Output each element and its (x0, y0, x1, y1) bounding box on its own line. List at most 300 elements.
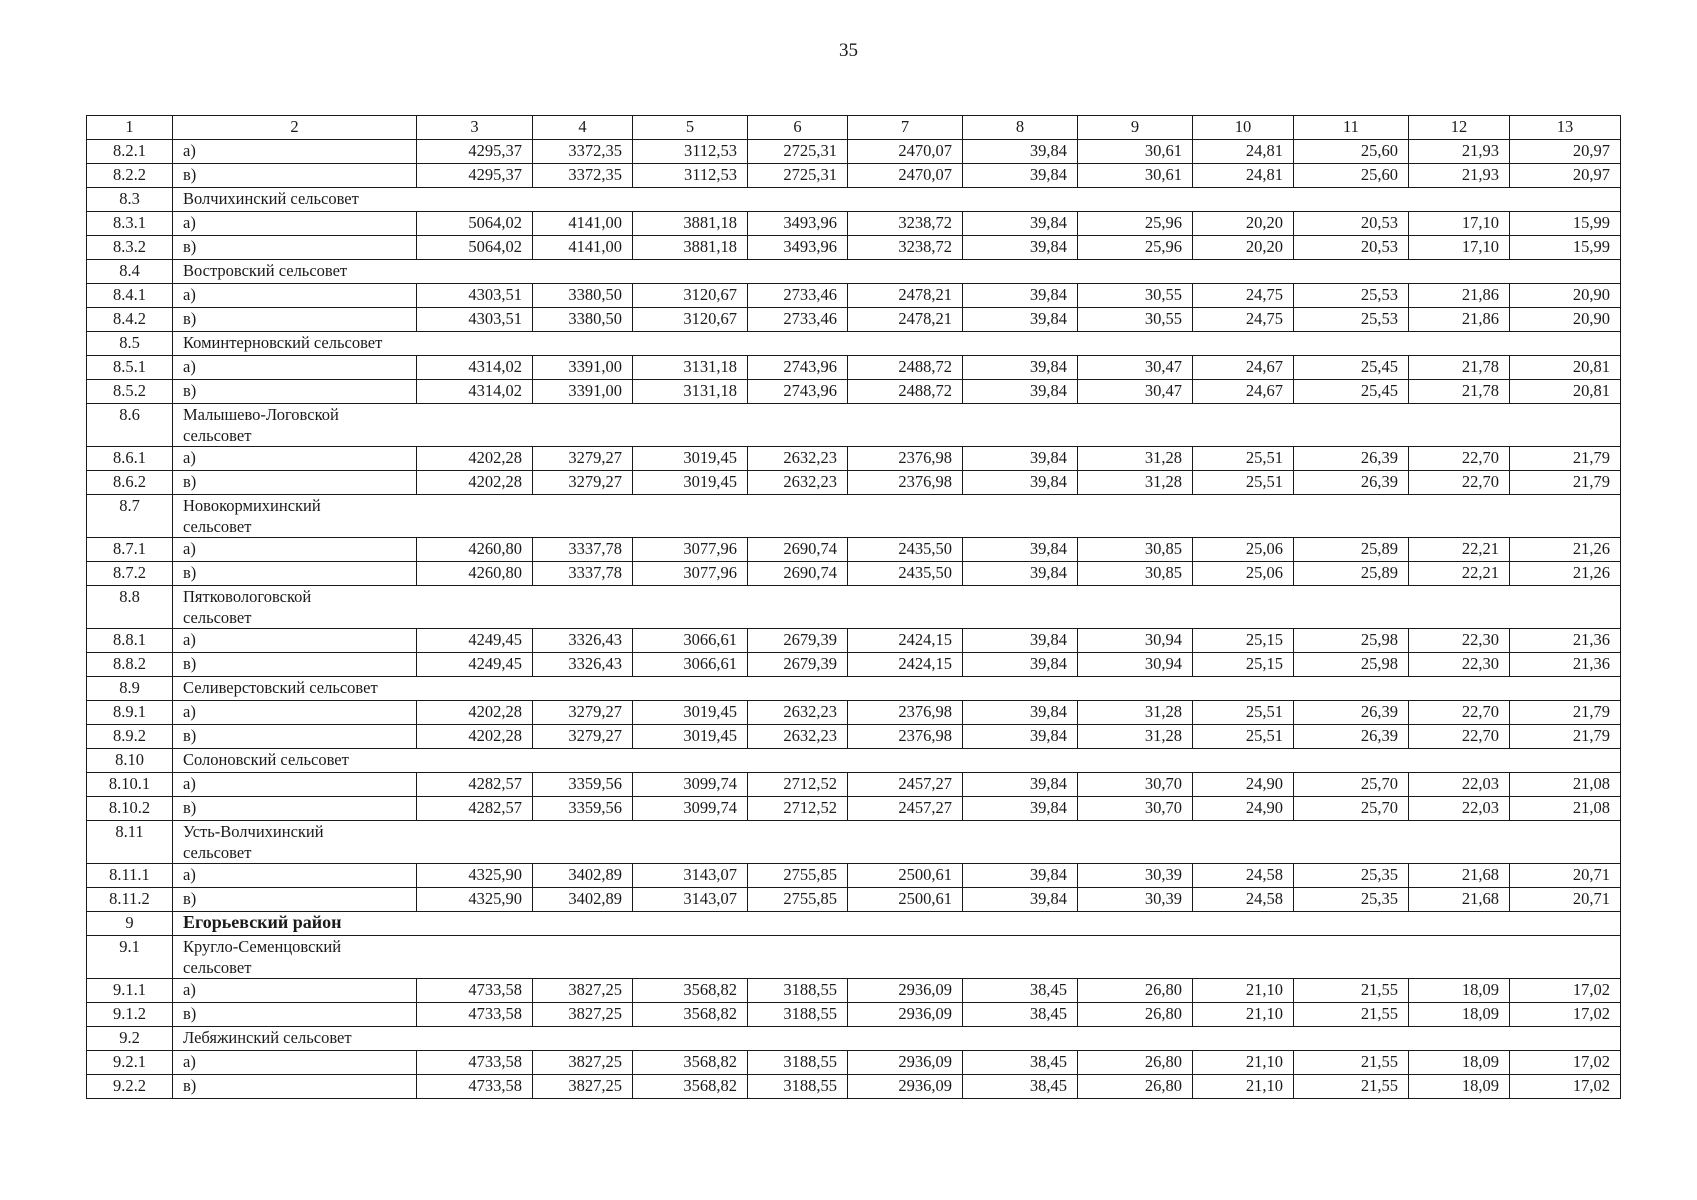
value-cell: 2690,74 (748, 562, 848, 586)
value-cell: 21,68 (1409, 864, 1510, 888)
section-title (173, 260, 1621, 284)
value-cell: 30,94 (1078, 629, 1193, 653)
value-cell: 39,84 (963, 888, 1078, 912)
row-label: а) (173, 284, 417, 308)
value-cell: 21,10 (1193, 1075, 1294, 1099)
value-cell: 3188,55 (748, 1003, 848, 1027)
value-cell: 5064,02 (417, 236, 533, 260)
value-cell: 22,03 (1409, 773, 1510, 797)
value-cell: 3238,72 (848, 212, 963, 236)
row-label: а) (173, 447, 417, 471)
row-label: в) (173, 797, 417, 821)
value-cell: 39,84 (963, 284, 1078, 308)
value-cell: 3326,43 (533, 629, 633, 653)
table-row (87, 538, 1621, 562)
value-cell: 21,78 (1409, 380, 1510, 404)
value-cell: 24,58 (1193, 864, 1294, 888)
value-cell: 25,53 (1294, 308, 1409, 332)
table-row (87, 1003, 1621, 1027)
value-cell: 25,06 (1193, 562, 1294, 586)
tariff-table (86, 115, 1621, 1099)
value-cell: 3827,25 (533, 1051, 633, 1075)
value-cell: 2743,96 (748, 356, 848, 380)
value-cell: 3881,18 (633, 236, 748, 260)
value-cell: 3066,61 (633, 629, 748, 653)
section-row (87, 677, 1621, 701)
value-cell: 4295,37 (417, 164, 533, 188)
value-cell: 2936,09 (848, 1003, 963, 1027)
value-cell: 2755,85 (748, 864, 848, 888)
value-cell: 22,21 (1409, 538, 1510, 562)
row-label: в) (173, 888, 417, 912)
value-cell: 20,90 (1510, 308, 1621, 332)
row-code: 8.10.1 (87, 773, 173, 797)
section-row (87, 332, 1621, 356)
header-cell: 3 (417, 116, 533, 140)
section-code: 8.6 (87, 404, 173, 447)
value-cell: 3881,18 (633, 212, 748, 236)
value-cell: 2733,46 (748, 284, 848, 308)
row-label: в) (173, 236, 417, 260)
value-cell: 22,03 (1409, 797, 1510, 821)
row-label: а) (173, 538, 417, 562)
header-cell: 9 (1078, 116, 1193, 140)
value-cell: 25,60 (1294, 140, 1409, 164)
value-cell: 2733,46 (748, 308, 848, 332)
section-title-text: Кругло-Семенцовский сельсовет (183, 937, 342, 977)
row-code: 9.1.1 (87, 979, 173, 1003)
value-cell: 4303,51 (417, 284, 533, 308)
section-row (87, 260, 1621, 284)
value-cell: 3112,53 (633, 140, 748, 164)
section-title-text: Востровский сельсовет (183, 261, 348, 280)
value-cell: 3143,07 (633, 888, 748, 912)
value-cell: 22,21 (1409, 562, 1510, 586)
section-code: 9.2 (87, 1027, 173, 1051)
value-cell: 3568,82 (633, 979, 748, 1003)
section-title (173, 495, 1621, 538)
value-cell: 21,79 (1510, 471, 1621, 495)
value-cell: 39,84 (963, 236, 1078, 260)
value-cell: 21,79 (1510, 725, 1621, 749)
row-code: 8.6.1 (87, 447, 173, 471)
value-cell: 30,55 (1078, 284, 1193, 308)
value-cell: 21,68 (1409, 888, 1510, 912)
value-cell: 24,90 (1193, 797, 1294, 821)
value-cell: 2725,31 (748, 140, 848, 164)
value-cell: 3402,89 (533, 888, 633, 912)
value-cell: 3827,25 (533, 1003, 633, 1027)
value-cell: 2470,07 (848, 164, 963, 188)
value-cell: 2712,52 (748, 773, 848, 797)
value-cell: 25,60 (1294, 164, 1409, 188)
section-title (173, 1027, 1621, 1051)
section-title-text: Усть-Волчихинский сельсовет (183, 822, 324, 862)
section-title-text: Волчихинский сельсовет (183, 189, 359, 208)
row-code: 9.1.2 (87, 1003, 173, 1027)
value-cell: 22,30 (1409, 653, 1510, 677)
value-cell: 24,81 (1193, 140, 1294, 164)
value-cell: 4325,90 (417, 888, 533, 912)
value-cell: 3077,96 (633, 538, 748, 562)
value-cell: 21,10 (1193, 1003, 1294, 1027)
value-cell: 20,81 (1510, 380, 1621, 404)
value-cell: 25,06 (1193, 538, 1294, 562)
value-cell: 4202,28 (417, 725, 533, 749)
value-cell: 20,71 (1510, 864, 1621, 888)
table-row (87, 236, 1621, 260)
value-cell: 39,84 (963, 562, 1078, 586)
section-row (87, 586, 1621, 629)
value-cell: 4202,28 (417, 471, 533, 495)
row-code: 8.6.2 (87, 471, 173, 495)
value-cell: 26,80 (1078, 1003, 1193, 1027)
value-cell: 38,45 (963, 1051, 1078, 1075)
table-row (87, 380, 1621, 404)
value-cell: 3143,07 (633, 864, 748, 888)
value-cell: 38,45 (963, 1003, 1078, 1027)
value-cell: 26,39 (1294, 471, 1409, 495)
value-cell: 21,55 (1294, 1075, 1409, 1099)
section-row (87, 188, 1621, 212)
row-label: в) (173, 308, 417, 332)
value-cell: 21,36 (1510, 629, 1621, 653)
value-cell: 2632,23 (748, 725, 848, 749)
value-cell: 24,75 (1193, 308, 1294, 332)
value-cell: 3568,82 (633, 1075, 748, 1099)
section-code: 8.9 (87, 677, 173, 701)
value-cell: 21,79 (1510, 447, 1621, 471)
value-cell: 25,98 (1294, 629, 1409, 653)
value-cell: 21,55 (1294, 979, 1409, 1003)
section-title (173, 332, 1621, 356)
row-label: в) (173, 1075, 417, 1099)
row-code: 8.7.2 (87, 562, 173, 586)
value-cell: 21,79 (1510, 701, 1621, 725)
value-cell: 20,20 (1193, 212, 1294, 236)
table-row (87, 308, 1621, 332)
header-cell: 4 (533, 116, 633, 140)
value-cell: 2435,50 (848, 562, 963, 586)
section-code: 8.3 (87, 188, 173, 212)
value-cell: 39,84 (963, 471, 1078, 495)
table-row (87, 653, 1621, 677)
value-cell: 25,51 (1193, 471, 1294, 495)
value-cell: 22,70 (1409, 471, 1510, 495)
value-cell: 3337,78 (533, 538, 633, 562)
value-cell: 30,39 (1078, 864, 1193, 888)
value-cell: 2712,52 (748, 797, 848, 821)
value-cell: 2755,85 (748, 888, 848, 912)
value-cell: 2632,23 (748, 447, 848, 471)
value-cell: 20,71 (1510, 888, 1621, 912)
section-title-text: Новокормихинский сельсовет (183, 496, 321, 536)
value-cell: 39,84 (963, 380, 1078, 404)
value-cell: 3188,55 (748, 979, 848, 1003)
value-cell: 4282,57 (417, 797, 533, 821)
row-label: в) (173, 562, 417, 586)
row-code: 8.11.1 (87, 864, 173, 888)
value-cell: 25,96 (1078, 212, 1193, 236)
row-code: 8.3.1 (87, 212, 173, 236)
value-cell: 2478,21 (848, 308, 963, 332)
value-cell: 22,70 (1409, 725, 1510, 749)
value-cell: 2679,39 (748, 653, 848, 677)
value-cell: 21,55 (1294, 1051, 1409, 1075)
value-cell: 21,26 (1510, 562, 1621, 586)
value-cell: 24,81 (1193, 164, 1294, 188)
value-cell: 26,80 (1078, 1075, 1193, 1099)
section-code: 8.10 (87, 749, 173, 773)
value-cell: 4260,80 (417, 538, 533, 562)
table-row (87, 629, 1621, 653)
value-cell: 2936,09 (848, 1075, 963, 1099)
section-row (87, 821, 1621, 864)
value-cell: 20,20 (1193, 236, 1294, 260)
section-title-text: Коминтерновский сельсовет (183, 333, 383, 352)
row-code: 9.2.1 (87, 1051, 173, 1075)
value-cell: 30,70 (1078, 773, 1193, 797)
value-cell: 3066,61 (633, 653, 748, 677)
value-cell: 4202,28 (417, 447, 533, 471)
row-label: а) (173, 629, 417, 653)
value-cell: 25,35 (1294, 864, 1409, 888)
row-code: 8.4.1 (87, 284, 173, 308)
value-cell: 30,94 (1078, 653, 1193, 677)
value-cell: 3827,25 (533, 1075, 633, 1099)
value-cell: 3120,67 (633, 308, 748, 332)
row-label: а) (173, 212, 417, 236)
table-row (87, 140, 1621, 164)
value-cell: 4141,00 (533, 236, 633, 260)
value-cell: 3279,27 (533, 725, 633, 749)
value-cell: 3372,35 (533, 140, 633, 164)
value-cell: 2376,98 (848, 725, 963, 749)
value-cell: 2488,72 (848, 356, 963, 380)
value-cell: 3131,18 (633, 356, 748, 380)
value-cell: 4733,58 (417, 979, 533, 1003)
value-cell: 4733,58 (417, 1003, 533, 1027)
row-code: 8.3.2 (87, 236, 173, 260)
value-cell: 3380,50 (533, 284, 633, 308)
section-title (173, 586, 1621, 629)
value-cell: 3279,27 (533, 447, 633, 471)
value-cell: 25,51 (1193, 725, 1294, 749)
value-cell: 24,67 (1193, 380, 1294, 404)
value-cell: 4325,90 (417, 864, 533, 888)
value-cell: 30,39 (1078, 888, 1193, 912)
value-cell: 39,84 (963, 797, 1078, 821)
value-cell: 25,98 (1294, 653, 1409, 677)
value-cell: 21,36 (1510, 653, 1621, 677)
value-cell: 20,97 (1510, 164, 1621, 188)
row-label: а) (173, 701, 417, 725)
value-cell: 22,70 (1409, 701, 1510, 725)
value-cell: 20,81 (1510, 356, 1621, 380)
value-cell: 3099,74 (633, 797, 748, 821)
value-cell: 18,09 (1409, 1075, 1510, 1099)
section-title-text: Солоновский сельсовет (183, 750, 349, 769)
value-cell: 21,10 (1193, 1051, 1294, 1075)
value-cell: 3019,45 (633, 471, 748, 495)
section-title-text: Малышево-Логовской сельсовет (183, 405, 339, 445)
value-cell: 3827,25 (533, 979, 633, 1003)
value-cell: 21,10 (1193, 979, 1294, 1003)
value-cell: 2500,61 (848, 888, 963, 912)
value-cell: 4141,00 (533, 212, 633, 236)
value-cell: 25,45 (1294, 356, 1409, 380)
row-code: 8.9.2 (87, 725, 173, 749)
section-row (87, 404, 1621, 447)
section-code: 8.5 (87, 332, 173, 356)
value-cell: 21,55 (1294, 1003, 1409, 1027)
header-cell: 10 (1193, 116, 1294, 140)
value-cell: 3077,96 (633, 562, 748, 586)
value-cell: 20,53 (1294, 236, 1409, 260)
value-cell: 30,70 (1078, 797, 1193, 821)
value-cell: 3279,27 (533, 471, 633, 495)
value-cell: 2679,39 (748, 629, 848, 653)
value-cell: 15,99 (1510, 236, 1621, 260)
value-cell: 2725,31 (748, 164, 848, 188)
section-title (173, 404, 1621, 447)
value-cell: 24,58 (1193, 888, 1294, 912)
section-code: 9.1 (87, 936, 173, 979)
section-code: 8.7 (87, 495, 173, 538)
value-cell: 20,97 (1510, 140, 1621, 164)
value-cell: 3238,72 (848, 236, 963, 260)
section-row (87, 936, 1621, 979)
value-cell: 39,84 (963, 356, 1078, 380)
section-title-text: Пятковологовской сельсовет (183, 587, 312, 627)
section-title (173, 821, 1621, 864)
value-cell: 18,09 (1409, 979, 1510, 1003)
value-cell: 21,78 (1409, 356, 1510, 380)
value-cell: 4314,02 (417, 356, 533, 380)
value-cell: 25,51 (1193, 701, 1294, 725)
value-cell: 3493,96 (748, 236, 848, 260)
table-row (87, 1051, 1621, 1075)
row-label: в) (173, 164, 417, 188)
value-cell: 30,85 (1078, 538, 1193, 562)
value-cell: 2457,27 (848, 797, 963, 821)
value-cell: 17,02 (1510, 1075, 1621, 1099)
table-row (87, 797, 1621, 821)
table-row (87, 979, 1621, 1003)
row-label: а) (173, 140, 417, 164)
section-code: 8.4 (87, 260, 173, 284)
value-cell: 2457,27 (848, 773, 963, 797)
value-cell: 39,84 (963, 212, 1078, 236)
section-title-text: Лебяжинский сельсовет (183, 1028, 352, 1047)
value-cell: 3131,18 (633, 380, 748, 404)
value-cell: 25,35 (1294, 888, 1409, 912)
header-cell: 11 (1294, 116, 1409, 140)
value-cell: 18,09 (1409, 1051, 1510, 1075)
value-cell: 4282,57 (417, 773, 533, 797)
value-cell: 15,99 (1510, 212, 1621, 236)
section-row (87, 749, 1621, 773)
value-cell: 26,39 (1294, 701, 1409, 725)
value-cell: 17,02 (1510, 979, 1621, 1003)
row-code: 8.2.1 (87, 140, 173, 164)
value-cell: 2632,23 (748, 701, 848, 725)
table-row (87, 773, 1621, 797)
value-cell: 21,08 (1510, 797, 1621, 821)
section-title (173, 936, 1621, 979)
table-row (87, 701, 1621, 725)
value-cell: 25,53 (1294, 284, 1409, 308)
value-cell: 3402,89 (533, 864, 633, 888)
section-title (173, 749, 1621, 773)
value-cell: 3568,82 (633, 1051, 748, 1075)
row-code: 8.2.2 (87, 164, 173, 188)
value-cell: 3359,56 (533, 773, 633, 797)
value-cell: 18,09 (1409, 1003, 1510, 1027)
value-cell: 31,28 (1078, 725, 1193, 749)
value-cell: 30,55 (1078, 308, 1193, 332)
value-cell: 2632,23 (748, 471, 848, 495)
value-cell: 3019,45 (633, 447, 748, 471)
value-cell: 24,67 (1193, 356, 1294, 380)
value-cell: 22,70 (1409, 447, 1510, 471)
value-cell: 30,47 (1078, 380, 1193, 404)
value-cell: 25,45 (1294, 380, 1409, 404)
table-row (87, 471, 1621, 495)
value-cell: 2936,09 (848, 1051, 963, 1075)
value-cell: 2500,61 (848, 864, 963, 888)
row-code: 8.8.1 (87, 629, 173, 653)
row-label: в) (173, 725, 417, 749)
value-cell: 4733,58 (417, 1075, 533, 1099)
section-row (87, 912, 1621, 936)
row-label: а) (173, 979, 417, 1003)
value-cell: 2376,98 (848, 447, 963, 471)
page-number: 35 (839, 40, 858, 61)
row-label: а) (173, 1051, 417, 1075)
header-cell: 8 (963, 116, 1078, 140)
value-cell: 39,84 (963, 725, 1078, 749)
row-code: 8.4.2 (87, 308, 173, 332)
value-cell: 2743,96 (748, 380, 848, 404)
header-cell: 12 (1409, 116, 1510, 140)
value-cell: 4202,28 (417, 701, 533, 725)
table-row (87, 1075, 1621, 1099)
value-cell: 21,93 (1409, 164, 1510, 188)
value-cell: 38,45 (963, 979, 1078, 1003)
value-cell: 3120,67 (633, 284, 748, 308)
header-cell: 13 (1510, 116, 1621, 140)
value-cell: 26,80 (1078, 979, 1193, 1003)
table-row (87, 562, 1621, 586)
row-code: 8.11.2 (87, 888, 173, 912)
section-title (173, 912, 1621, 936)
value-cell: 4260,80 (417, 562, 533, 586)
value-cell: 25,89 (1294, 538, 1409, 562)
value-cell: 3099,74 (633, 773, 748, 797)
value-cell: 25,15 (1193, 629, 1294, 653)
value-cell: 2376,98 (848, 701, 963, 725)
value-cell: 26,39 (1294, 447, 1409, 471)
section-code: 8.8 (87, 586, 173, 629)
value-cell: 3568,82 (633, 1003, 748, 1027)
value-cell: 17,10 (1409, 212, 1510, 236)
value-cell: 2478,21 (848, 284, 963, 308)
section-title (173, 188, 1621, 212)
value-cell: 39,84 (963, 308, 1078, 332)
value-cell: 17,10 (1409, 236, 1510, 260)
value-cell: 17,02 (1510, 1051, 1621, 1075)
